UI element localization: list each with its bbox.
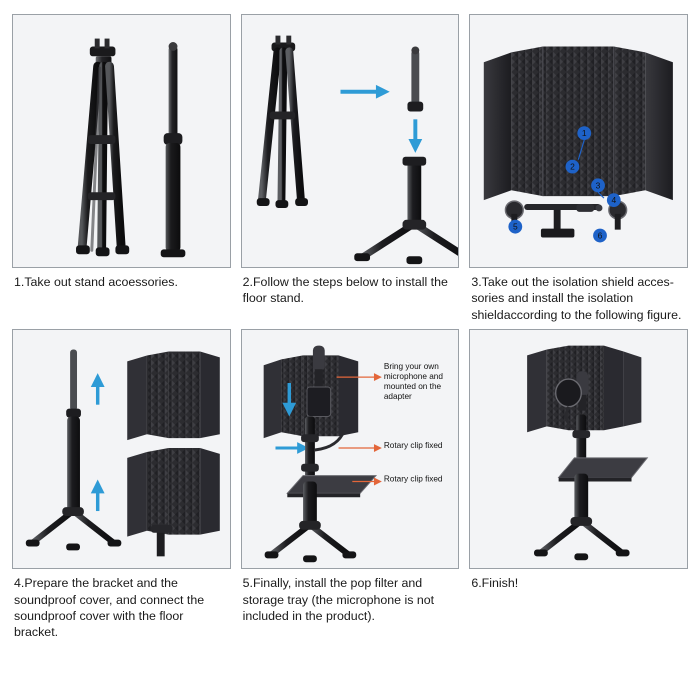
arrow-up-2 — [91, 480, 105, 512]
callout-3: 3 — [596, 180, 601, 191]
step-4-illustration — [12, 329, 231, 569]
step-5-caption: 5.Finally, install the pop filter and storage tray (the microphone is not included in the product). — [242, 576, 435, 623]
arrow-right — [340, 85, 389, 99]
arrow-down — [408, 119, 422, 152]
step-5-illustration — [241, 329, 460, 569]
isolation-shield-parts-graphic — [470, 15, 687, 267]
arrow-clip — [275, 442, 308, 454]
step-4-caption: 4.Prepare the bracket and the soundproof cover, and connect the soundproof cover with the floor bracket. — [14, 576, 205, 640]
step-1-caption: 1.Take out stand acoessories. — [14, 275, 178, 289]
annotation-clip-2: Rotary clip fixed — [383, 473, 443, 484]
step-2-caption: 2.Follow the steps below to install the floor stand. — [242, 275, 448, 306]
step-cell-1 — [12, 14, 231, 323]
step-6-caption: 6.Finish! — [471, 576, 519, 591]
step-2-illustration — [241, 14, 460, 268]
callout-4: 4 — [611, 195, 617, 206]
finished-assembly-graphic — [470, 330, 687, 568]
step-cell-3 — [469, 14, 688, 323]
callout-1: 1 — [582, 128, 587, 139]
step-6-illustration — [469, 329, 688, 569]
arrow-up-1 — [91, 373, 105, 405]
step-cell-2 — [241, 14, 460, 323]
callout-6: 6 — [597, 230, 603, 241]
step-3-illustration — [469, 14, 688, 268]
step-3-caption: 3.Take out the isolation shield acces- sories and install the isolation shieldaccording to the following figure. — [471, 275, 682, 322]
callout-5: 5 — [513, 221, 518, 232]
steps-grid — [12, 14, 688, 641]
step-cell-4 — [12, 329, 231, 641]
step-cell-6 — [469, 329, 688, 641]
callout-2: 2 — [570, 161, 576, 172]
annotation-mic: Bring your own microphone and mounted on the adapter — [383, 361, 443, 402]
folded-stand-graphic — [13, 15, 230, 267]
annotation-clip-1: Rotary clip fixed — [383, 440, 443, 451]
step-cell-5 — [241, 329, 460, 641]
popfilter-tray-install-graphic — [242, 330, 459, 568]
bracket-and-cover-graphic — [13, 330, 230, 568]
floor-stand-assembly-graphic — [242, 15, 459, 267]
step-1-illustration — [12, 14, 231, 268]
